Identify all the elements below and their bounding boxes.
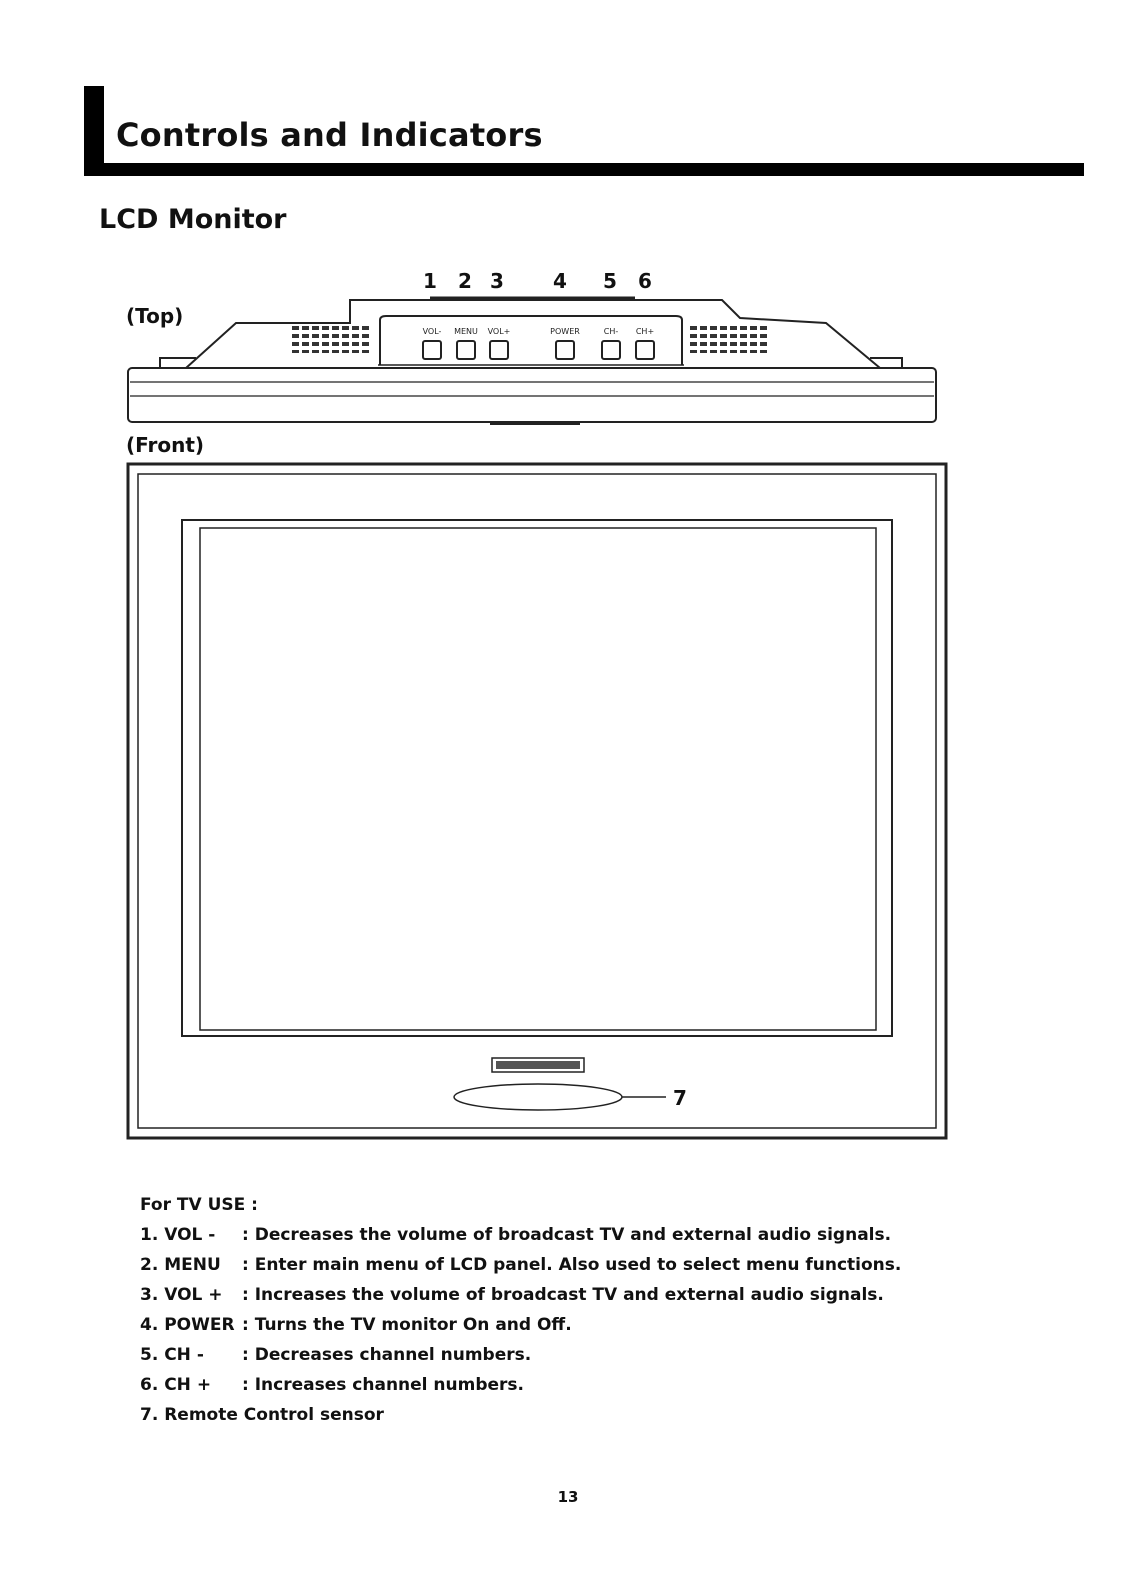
legend-item-code: 6. CH +	[140, 1375, 212, 1395]
callout-3: 3	[490, 269, 504, 293]
page-number: 13	[557, 1488, 579, 1506]
remote-sensor	[454, 1084, 622, 1110]
legend-item	[140, 1370, 901, 1400]
callout-5: 5	[603, 269, 617, 293]
button-label-menu: MENU	[454, 327, 478, 336]
front-view	[128, 464, 946, 1138]
ch-plus-button	[636, 341, 654, 359]
button-label-vol-plus: VOL+	[487, 327, 511, 336]
legend-item-code: 3. VOL +	[140, 1285, 223, 1305]
front-view-label: (Front)	[126, 433, 205, 457]
vol-minus-button	[423, 341, 441, 359]
legend-item-code: 1. VOL -	[140, 1225, 216, 1245]
legend-item	[140, 1340, 901, 1370]
legend-item-code: 4. POWER	[140, 1315, 235, 1335]
button-label-ch-minus: CH-	[603, 327, 619, 336]
legend-heading: For TV USE :	[140, 1195, 258, 1215]
ch-minus-button	[602, 341, 620, 359]
callout-2: 2	[458, 269, 472, 293]
section-subtitle: LCD Monitor	[99, 204, 287, 235]
page-title: Controls and Indicators	[116, 116, 543, 154]
legend-item-desc: : Increases channel numbers.	[242, 1375, 525, 1395]
legend-item	[140, 1280, 901, 1310]
callout-1: 1	[423, 269, 437, 293]
legend-item-desc: : Decreases the volume of broadcast TV and external audio signals.	[242, 1225, 892, 1245]
legend-item	[140, 1250, 901, 1280]
top-view-label: (Top)	[126, 304, 184, 328]
vent-grille-right	[690, 326, 767, 353]
legend-item	[140, 1220, 901, 1250]
callout-6: 6	[638, 269, 652, 293]
legend-item-desc: : Increases the volume of broadcast TV and external audio signals.	[242, 1285, 884, 1305]
top-view	[128, 298, 936, 424]
legend-item-desc: : Turns the TV monitor On and Off.	[242, 1315, 572, 1335]
legend-item	[140, 1400, 901, 1430]
legend-item-code: 2. MENU	[140, 1255, 221, 1275]
callout-4: 4	[553, 269, 567, 293]
legend-item-code: 5. CH -	[140, 1345, 204, 1365]
vol-plus-button	[490, 341, 508, 359]
brand-logo-plate	[492, 1058, 584, 1072]
controls-legend	[140, 1190, 901, 1430]
callout-7: 7	[673, 1086, 687, 1110]
legend-item-desc: : Decreases channel numbers.	[242, 1345, 532, 1365]
button-label-power: POWER	[550, 327, 580, 336]
button-label-ch-plus: CH+	[635, 327, 655, 336]
legend-item	[140, 1310, 901, 1340]
legend-item-desc: : Enter main menu of LCD panel. Also used to select menu functions.	[242, 1255, 902, 1275]
legend-item-code: 7. Remote Control sensor	[140, 1405, 384, 1425]
vent-grille-left	[292, 326, 369, 353]
menu-button	[457, 341, 475, 359]
power-button	[556, 341, 574, 359]
button-label-vol-minus: VOL-	[422, 327, 442, 336]
